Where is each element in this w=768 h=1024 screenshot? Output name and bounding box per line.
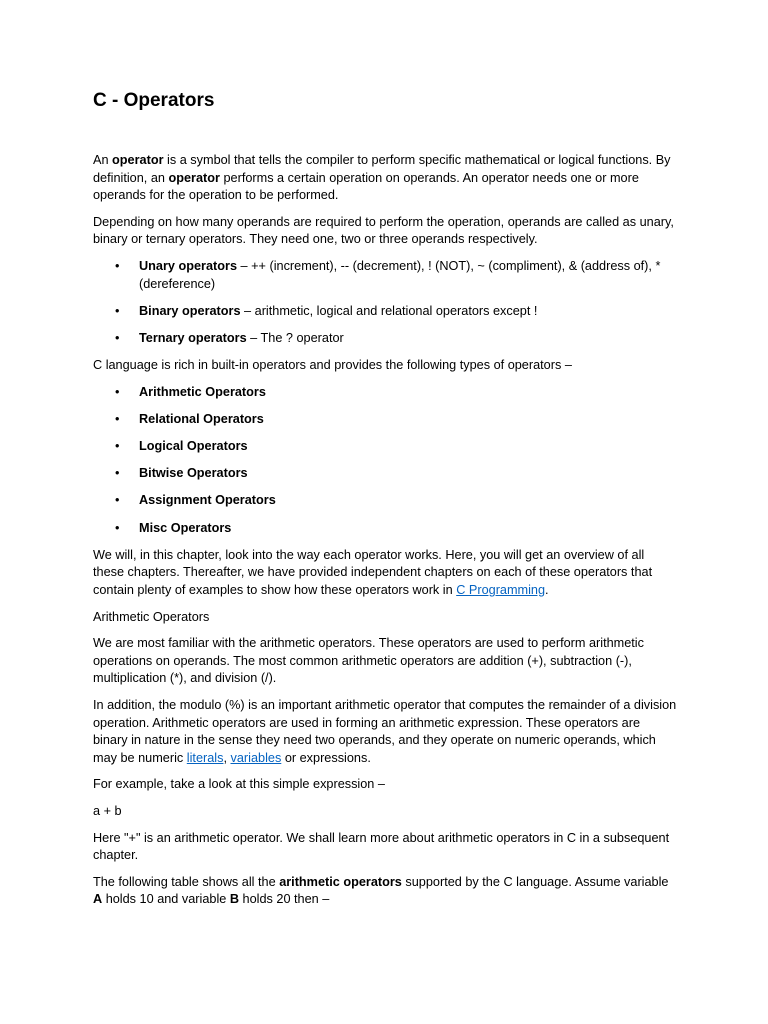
bullet-icon: • [115, 439, 120, 454]
bullet-icon: • [115, 258, 120, 273]
plus-operator-paragraph: Here "+" is an arithmetic operator. We shall learn more about arithmetic operators in C in a subsequent chapter. [93, 830, 670, 863]
bullet-icon: • [115, 303, 120, 318]
operator-types-list [93, 384, 678, 538]
bullet-icon: • [115, 330, 120, 345]
list-item: • Ternary operators – The ? operator [93, 330, 678, 348]
bullet-icon: • [115, 493, 120, 508]
list-item: • Unary operators – ++ (increment), -- (decrement), ! (NOT), ~ (compliment), & (address of), * (dereference) [115, 258, 661, 291]
list-item: • Assignment Operators [93, 492, 678, 510]
list-item: • Bitwise Operators [93, 465, 678, 483]
bullet-icon: • [115, 466, 120, 481]
intro-paragraph: An operator is a symbol that tells the compiler to perform specific mathematical or logical functions. By definition, an operator performs a certain operation on operands. An operator needs one or more operands for the operation to be performed. [93, 153, 671, 203]
list-item: • Arithmetic Operators [93, 384, 678, 402]
list-item: • Misc Operators [93, 520, 678, 538]
table-intro-paragraph: The following table shows all the arithmetic operators supported by the C language. Assume variable A holds 10 and variable B holds 20 then – [93, 874, 669, 907]
operand-count-paragraph: Depending on how many operands are required to perform the operation, operands are called as unary, binary or ternary operators. They need one, two or three operands respectively. [93, 214, 674, 247]
list-item: • Logical Operators [93, 438, 678, 456]
arithmetic-paragraph-1: We are most familiar with the arithmetic operators. These operators are used to perform arithmetic operations on operands. The most common arithmetic operators are addition (+), subtraction (-), multiplication (*), and division (/). [93, 636, 644, 686]
arithmetic-heading: Arithmetic Operators [93, 609, 210, 624]
document-content [93, 88, 678, 918]
operand-types-list [93, 258, 678, 348]
c-programming-link[interactable]: C Programming [456, 583, 546, 598]
bullet-icon: • [115, 411, 120, 426]
literals-link[interactable]: literals [186, 750, 224, 765]
page-title: C - Operators [93, 90, 215, 111]
operator-types-intro: C language is rich in built-in operators and provides the following types of operators – [93, 358, 572, 373]
variables-link[interactable]: variables [230, 750, 282, 765]
example-intro: For example, take a look at this simple expression – [93, 777, 385, 792]
arithmetic-paragraph-2: In addition, the modulo (%) is an important arithmetic operator that computes the remainder of a division operation. Arithmetic operators are used in forming an arithmetic expression. These operators are binary in nature in the sense they need two operands, and they operate on numeric operands, which may be numeric literals, variables or expressions. [93, 698, 677, 765]
bullet-icon: • [115, 520, 120, 535]
list-item: • Binary operators – arithmetic, logical and relational operators except ! [93, 303, 678, 321]
list-item: • Relational Operators [93, 411, 678, 429]
overview-paragraph: We will, in this chapter, look into the way each operator works. Here, you will get an overview of all these chapters. Thereafter, we have provided independent chapters on each of these operators that contain plenty of examples to show how these operators work in C Programming. [93, 547, 653, 598]
example-expression: a + b [93, 803, 122, 818]
bullet-icon: • [115, 384, 120, 399]
